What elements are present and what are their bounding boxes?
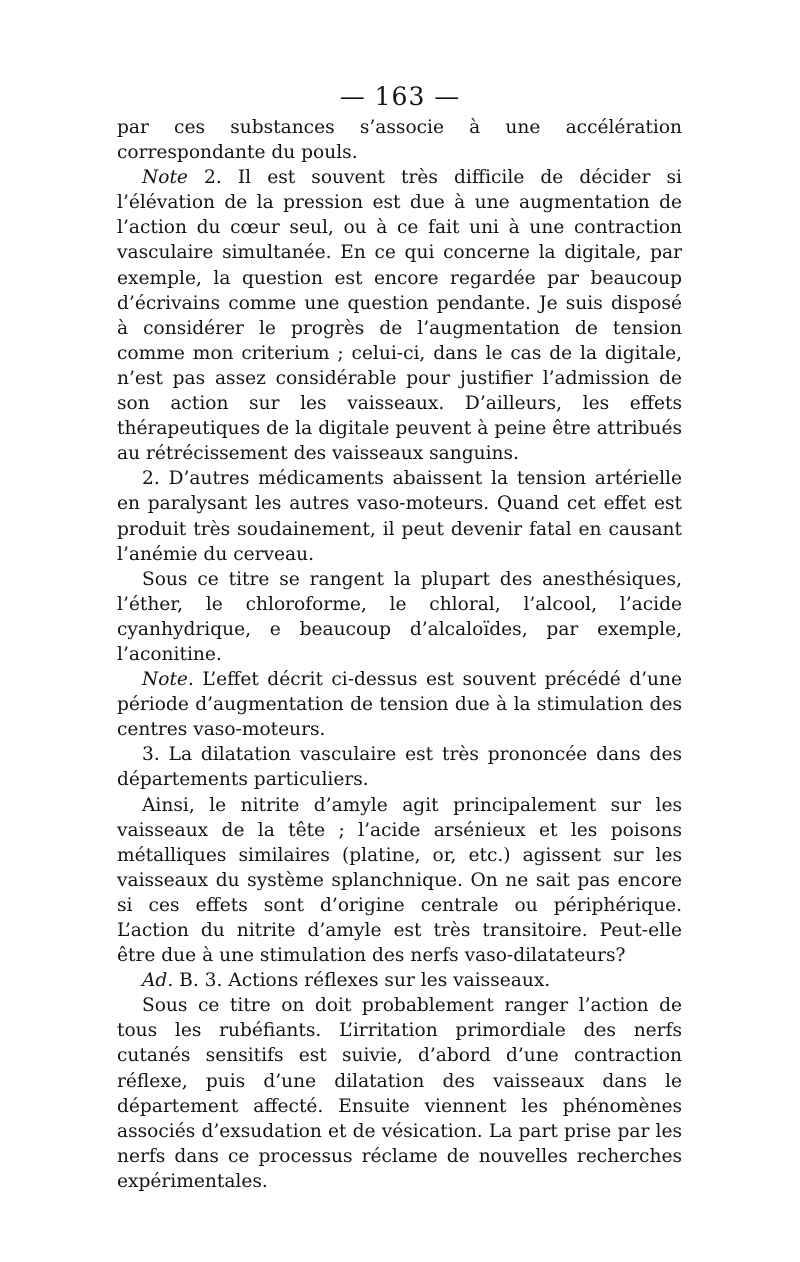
paragraph-text: . L’effet décrit ci-dessus est souvent précédé d’une période d’augmentation de tension due à la stimulation des centres vaso-moteurs. (117, 669, 682, 741)
paragraph-text: Sous ce titre se rangent la plupart des anesthésiques, l’éther, le chloroforme, le chloral, l’alcool, l’acide cyanhydrique, e beaucoup d’alcaloïdes, par exemple, l’aconitine. (117, 568, 682, 665)
paragraph-text: par ces substances s’associe à une accélération correspondante du pouls. (117, 117, 682, 164)
paragraph-text: Ainsi, le nitrite d’amyle agit principalement sur les vaisseaux de la tête ; l’acide arsénieux et les poisons métalliques similaires (platine, or, etc.) agissent sur les vaisseaux du système splanchnique. On ne sait pas encore si ces effets sont d’origine centrale ou périphérique. L’action du nitrite d’amyle est très transitoire. Peut-elle être due à une stimulation des nerfs vaso-dilatateurs? (117, 794, 682, 967)
note-label: Note (142, 167, 188, 189)
paragraph (117, 667, 682, 742)
paragraph-text: 3. La dilatation vasculaire est très prononcée dans des départements particuliers. (117, 744, 682, 791)
section-label: Ad (142, 970, 168, 992)
note-label: Note (142, 669, 188, 691)
page-number: — 163 — (339, 82, 461, 111)
paragraph (117, 165, 682, 466)
paragraph (117, 567, 682, 667)
body-text (117, 115, 682, 1194)
paragraph (117, 115, 682, 165)
paragraph (117, 742, 682, 792)
paragraph (117, 968, 682, 993)
paragraph (117, 993, 682, 1194)
paragraph (117, 793, 682, 969)
paragraph-text: 2. Il est souvent très difficile de décider si l’élévation de la pression est due à une augmentation de l’action du cœur seul, ou à ce fait uni à une contraction vasculaire simultanée. En ce qui concerne la digitale, par exemple, la question est encore regardée par beaucoup d’écrivains comme une question pendante. Je suis disposé à considérer le progrès de l’augmentation de tension comme mon criterium ; celui-ci, dans le cas de la digitale, n’est pas assez considérable pour justifier l’admission de son action sur les vaisseaux. D’ailleurs, les effets thérapeutiques de la digitale peuvent à peine être attribués au rétrécissement des vaisseaux sanguins. (117, 167, 682, 465)
paragraph-text: 2. D’autres médicaments abaissent la tension artérielle en paralysant les autres vaso-moteurs. Quand cet effet est produit très soudainement, il peut devenir fatal en causant l’anémie du cerveau. (117, 468, 682, 565)
paragraph-text: Sous ce titre on doit probablement ranger l’action de tous les rubéfiants. L’irritation primordiale des nerfs cutanés sensitifs est suivie, d’abord d’une contraction réflexe, puis d’une dilatation des vaisseaux dans le département affecté. Ensuite viennent les phénomènes associés d’exsudation et de vésication. La part prise par les nerfs dans ce processus réclame de nouvelles recherches expérimentales. (117, 995, 682, 1192)
paragraph-text: . B. 3. Actions réflexes sur les vaisseaux. (167, 970, 551, 992)
paragraph (117, 466, 682, 566)
